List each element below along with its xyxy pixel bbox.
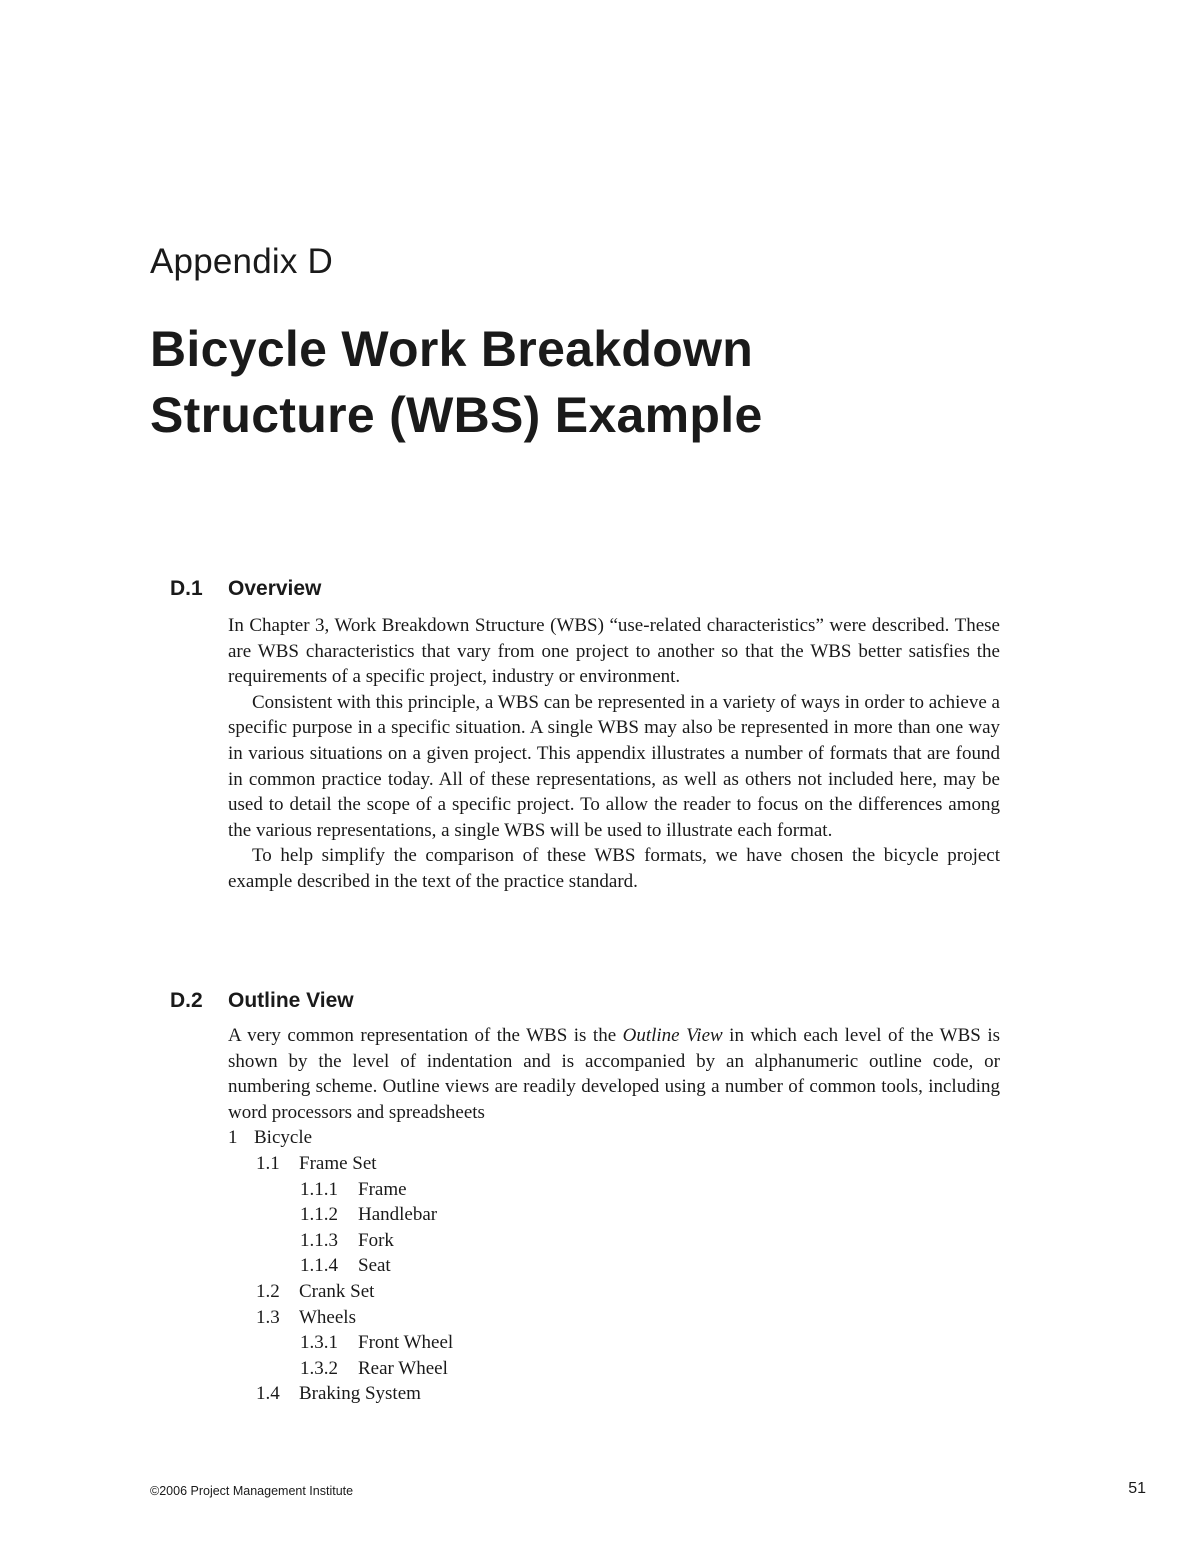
outline-code: 1.1.2 — [300, 1204, 338, 1226]
outline-label: Rear Wheel — [358, 1357, 448, 1379]
footer-copyright: ©2006 Project Management Institute — [150, 1484, 354, 1498]
section-heading-outline-view — [170, 989, 354, 1013]
outline-label: Wheels — [299, 1306, 356, 1328]
outline-code: 1.1.3 — [300, 1229, 338, 1251]
outline-code: 1 — [228, 1127, 238, 1149]
outline-label: Fork — [358, 1229, 394, 1251]
page-number: 51 — [1128, 1480, 1146, 1497]
section-body-outline-view — [228, 1023, 1000, 1407]
wbs-outline — [228, 1125, 1000, 1407]
list-item — [228, 1202, 1000, 1228]
outline-code: 1.2 — [256, 1280, 280, 1302]
list-item — [228, 1253, 1000, 1279]
list-item — [228, 1151, 1000, 1177]
list-item — [228, 1381, 1000, 1407]
section-heading-overview — [170, 577, 321, 601]
intro-text-before: A very common representation of the WBS is the — [228, 1025, 623, 1046]
list-item — [228, 1330, 1000, 1356]
outline-label: Handlebar — [358, 1204, 438, 1226]
section-number: D.1 — [170, 577, 203, 600]
paragraph — [228, 1023, 1000, 1125]
section-title: Overview — [228, 577, 322, 600]
intro-text-italic: Outline View — [622, 1025, 723, 1046]
outline-code: 1.1 — [256, 1152, 280, 1174]
outline-label: Front Wheel — [358, 1332, 454, 1354]
list-item — [228, 1177, 1000, 1203]
paragraph: To help simplify the comparison of these WBS formats, we have chosen the bicycle project example described in the text of the practice standard. — [228, 845, 1000, 892]
outline-label: Braking System — [299, 1383, 421, 1405]
outline-code: 1.4 — [256, 1383, 280, 1405]
list-item — [228, 1305, 1000, 1331]
intro-text-after: in which each level of the WBS is shown by the level of indentation and is accompanied by an alphanumeric outline code, or numbering scheme. Outline views are readily developed using a number of common tools, including word processors and spreadsheets — [228, 1025, 1001, 1123]
outline-code: 1.3.2 — [300, 1357, 338, 1379]
outline-code: 1.3 — [256, 1306, 280, 1328]
outline-code: 1.1.4 — [300, 1255, 338, 1277]
section-title: Outline View — [228, 989, 354, 1012]
page-title — [150, 316, 763, 448]
page-title-line-1: Bicycle Work Breakdown — [150, 321, 754, 377]
paragraph: In Chapter 3, Work Breakdown Structure (WBS) “use-related characteristics” were described. These are WBS characteristics that vary from one project to another so that the WBS better satisfies the requirements of a specific project, industry or environment. — [228, 615, 1000, 688]
list-item — [228, 1356, 1000, 1382]
paragraph: Consistent with this principle, a WBS can be represented in a variety of ways in order to achieve a specific purpose in a specific situation. A single WBS may also be represented in more than one way in various situations on a given project. This appendix illustrates a number of formats that are found in common practice today. All of these representations, as well as others not included here, may be used to detail the scope of a specific project. To allow the reader to focus on the differences among the various representations, a single WBS will be used to illustrate each format. — [228, 691, 1000, 841]
section-body-overview — [228, 613, 1000, 895]
list-item — [228, 1228, 1000, 1254]
list-item — [228, 1125, 1000, 1151]
outline-label: Bicycle — [254, 1127, 313, 1149]
outline-label: Seat — [358, 1255, 391, 1277]
appendix-label: Appendix D — [150, 242, 333, 281]
outline-code: 1.3.1 — [300, 1332, 338, 1354]
section-number: D.2 — [170, 989, 203, 1012]
outline-label: Crank Set — [299, 1280, 375, 1302]
outline-label: Frame Set — [299, 1152, 377, 1174]
outline-label: Frame — [358, 1178, 407, 1200]
page-title-line-2: Structure (WBS) Example — [150, 387, 763, 443]
list-item — [228, 1279, 1000, 1305]
outline-code: 1.1.1 — [300, 1178, 338, 1200]
